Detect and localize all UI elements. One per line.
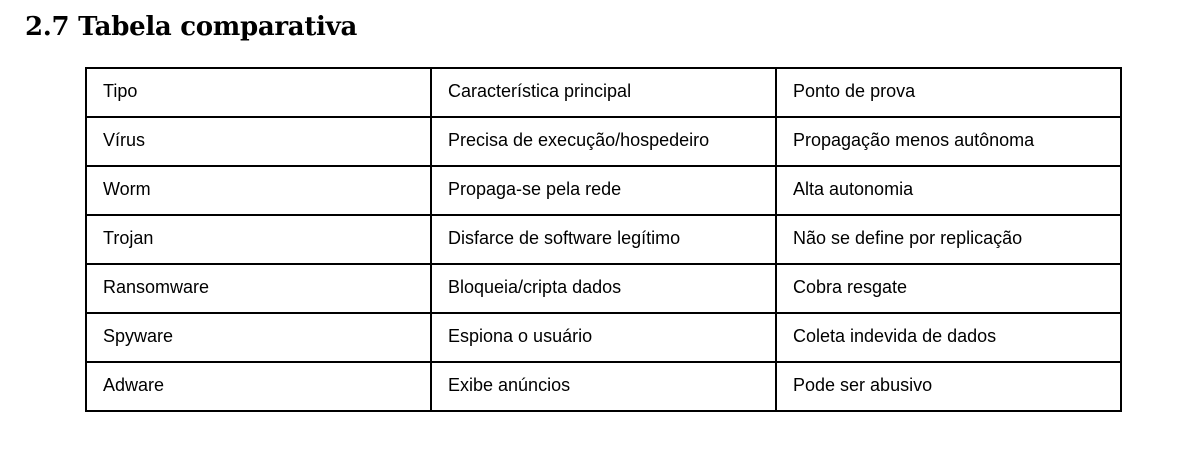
table-cell-caracteristica: Espiona o usuário (431, 313, 776, 362)
table-row (86, 313, 1121, 362)
table-row (86, 264, 1121, 313)
table-cell-ponto-de-prova: Coleta indevida de dados (776, 313, 1121, 362)
header-cell-ponto-de-prova: Ponto de prova (776, 68, 1121, 117)
table-row (86, 215, 1121, 264)
table-cell-tipo: Vírus (86, 117, 431, 166)
table-cell-ponto-de-prova: Propagação menos autônoma (776, 117, 1121, 166)
table-cell-tipo: Adware (86, 362, 431, 411)
table-cell-ponto-de-prova: Não se define por replicação (776, 215, 1121, 264)
table-cell-caracteristica: Exibe anúncios (431, 362, 776, 411)
table-cell-ponto-de-prova: Alta autonomia (776, 166, 1121, 215)
table-cell-caracteristica: Bloqueia/cripta dados (431, 264, 776, 313)
header-cell-tipo: Tipo (86, 68, 431, 117)
section-title: 2.7 Tabela comparativa (25, 12, 357, 42)
table-header-row (86, 68, 1121, 117)
header-cell-caracteristica: Característica principal (431, 68, 776, 117)
table-row (86, 166, 1121, 215)
table-cell-tipo: Ransomware (86, 264, 431, 313)
table-cell-caracteristica: Propaga-se pela rede (431, 166, 776, 215)
table-cell-ponto-de-prova: Cobra resgate (776, 264, 1121, 313)
table-cell-caracteristica: Disfarce de software legítimo (431, 215, 776, 264)
comparison-table (85, 67, 1122, 412)
table-cell-tipo: Spyware (86, 313, 431, 362)
table-cell-caracteristica: Precisa de execução/hospedeiro (431, 117, 776, 166)
table-row (86, 362, 1121, 411)
table-cell-tipo: Trojan (86, 215, 431, 264)
table-row (86, 117, 1121, 166)
table-cell-ponto-de-prova: Pode ser abusivo (776, 362, 1121, 411)
table-cell-tipo: Worm (86, 166, 431, 215)
